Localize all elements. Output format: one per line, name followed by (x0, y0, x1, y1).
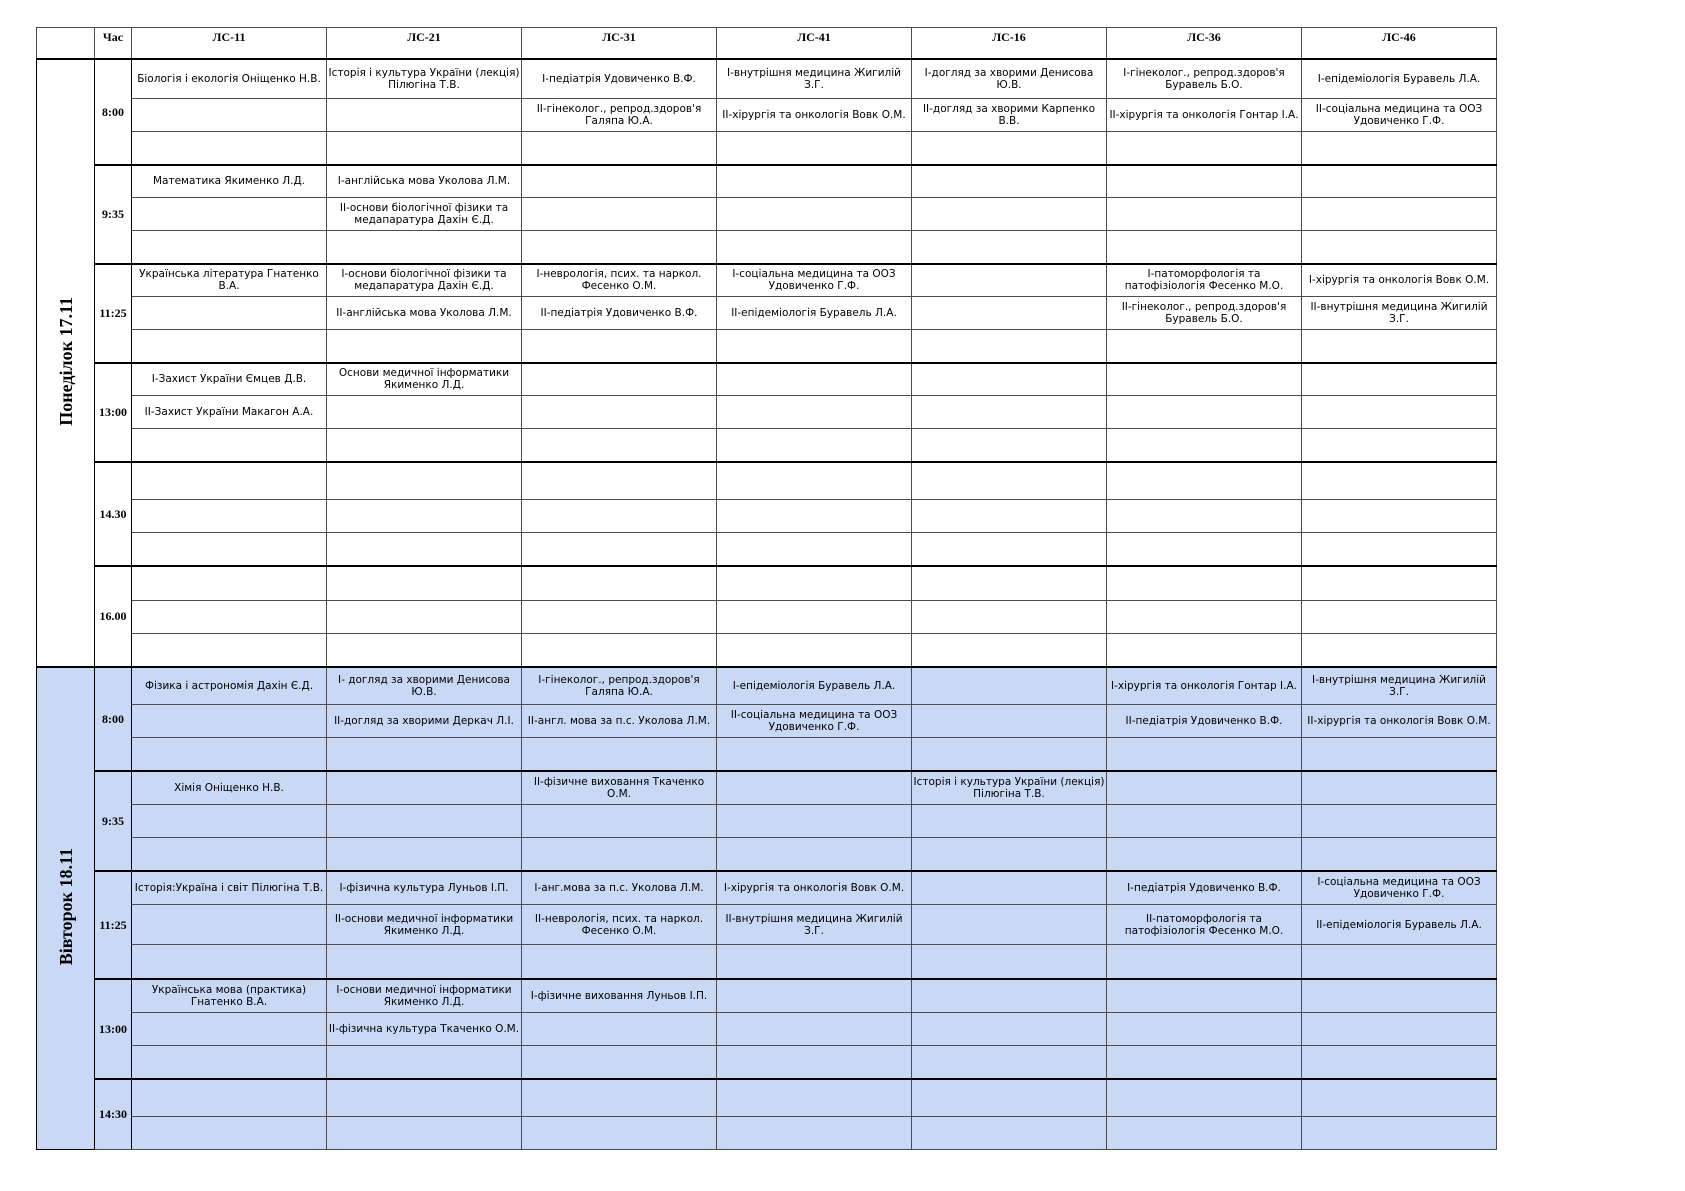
class-cell (522, 1013, 717, 1046)
class-cell (1302, 462, 1497, 500)
class-cell (1302, 363, 1497, 396)
class-cell: I-фізична культура Луньов I.П. (327, 871, 522, 905)
class-cell (327, 1117, 522, 1150)
class-cell (522, 132, 717, 165)
group-header: ЛС-21 (327, 28, 522, 59)
class-cell: II-хірургія та онкологія Вовк О.М. (717, 99, 912, 132)
schedule-row (37, 330, 1497, 363)
class-cell (522, 838, 717, 871)
class-cell: I-епідеміологія Буравель Л.А. (1302, 59, 1497, 99)
class-cell (912, 330, 1107, 363)
class-cell (1107, 634, 1302, 667)
class-cell (132, 905, 327, 945)
class-cell (1107, 1046, 1302, 1079)
class-cell: Історія і культура України (лекція) Пілюгіна Т.В. (912, 771, 1107, 805)
class-cell (1107, 805, 1302, 838)
class-cell (912, 533, 1107, 566)
class-cell (132, 601, 327, 634)
class-cell (717, 198, 912, 231)
class-cell (717, 634, 912, 667)
class-cell (1107, 1117, 1302, 1150)
class-cell (1107, 165, 1302, 198)
schedule-row (37, 945, 1497, 979)
class-cell (132, 533, 327, 566)
class-cell: I-неврологія, псих. та наркол. Фесенко О.М. (522, 264, 717, 297)
class-cell (912, 945, 1107, 979)
header-row (37, 28, 1497, 59)
class-cell: II-основи медичної інформатики Якименко Л.Д. (327, 905, 522, 945)
class-cell (327, 462, 522, 500)
class-cell (912, 264, 1107, 297)
class-cell (522, 1117, 717, 1150)
corner-cell (37, 28, 95, 59)
class-cell (522, 634, 717, 667)
class-cell (1107, 231, 1302, 264)
class-cell: I- догляд за хворими Денисова Ю.В. (327, 667, 522, 705)
class-cell: I-соціальна медицина та ООЗ Удовиченко Г.Ф. (717, 264, 912, 297)
schedule-row (37, 566, 1497, 601)
class-cell: I-педіатрія Удовиченко В.Ф. (522, 59, 717, 99)
class-cell (717, 231, 912, 264)
class-cell (1107, 396, 1302, 429)
class-cell (1302, 945, 1497, 979)
class-cell: II-соціальна медицина та ООЗ Удовиченко Г.Ф. (717, 705, 912, 738)
class-cell: II-епідеміологія Буравель Л.А. (717, 297, 912, 330)
class-cell (717, 533, 912, 566)
class-cell (912, 1079, 1107, 1117)
schedule-row (37, 132, 1497, 165)
schedule-row (37, 771, 1497, 805)
schedule-row (37, 1013, 1497, 1046)
schedule-row (37, 231, 1497, 264)
class-cell (1107, 132, 1302, 165)
class-cell (912, 1013, 1107, 1046)
class-cell (1302, 1117, 1497, 1150)
class-cell (327, 1046, 522, 1079)
schedule-row (37, 979, 1497, 1013)
class-cell (1302, 1013, 1497, 1046)
class-cell (522, 330, 717, 363)
class-cell: II-соціальна медицина та ООЗ Удовиченко Г.Ф. (1302, 99, 1497, 132)
class-cell: I-гінеколог., репрод.здоров'я Буравель Б.О. (1107, 59, 1302, 99)
class-cell: II-хірургія та онкологія Вовк О.М. (1302, 705, 1497, 738)
day-label: Вівторок 18.11 (55, 848, 76, 966)
class-cell (1107, 500, 1302, 533)
class-cell (912, 231, 1107, 264)
time-column-header: Час (95, 28, 132, 59)
class-cell (327, 132, 522, 165)
class-cell: Хімія Оніщенко Н.В. (132, 771, 327, 805)
class-cell (912, 566, 1107, 601)
class-cell (1107, 462, 1302, 500)
class-cell: I-фізичне виховання Луньов I.П. (522, 979, 717, 1013)
class-cell (132, 838, 327, 871)
class-cell: II-внутрішня медицина Жигилій З.Г. (1302, 297, 1497, 330)
class-cell (132, 1079, 327, 1117)
group-header: ЛС-11 (132, 28, 327, 59)
class-cell: II-фізичне виховання Ткаченко О.М. (522, 771, 717, 805)
class-cell: I-соціальна медицина та ООЗ Удовиченко Г.Ф. (1302, 871, 1497, 905)
class-cell (912, 363, 1107, 396)
class-cell (522, 363, 717, 396)
class-cell (717, 601, 912, 634)
class-cell: Фізика і астрономія Дахін Є.Д. (132, 667, 327, 705)
class-cell (327, 945, 522, 979)
class-cell: I-гінеколог., репрод.здоров'я Галяпа Ю.А. (522, 667, 717, 705)
class-cell (1107, 1079, 1302, 1117)
class-cell (1107, 429, 1302, 462)
class-cell (912, 838, 1107, 871)
class-cell: I-епідеміологія Буравель Л.А. (717, 667, 912, 705)
class-cell: Українська література Гнатенко В.А. (132, 264, 327, 297)
class-cell: II-епідеміологія Буравель Л.А. (1302, 905, 1497, 945)
schedule-row (37, 297, 1497, 330)
group-header: ЛС-16 (912, 28, 1107, 59)
schedule-row (37, 905, 1497, 945)
schedule-row (37, 429, 1497, 462)
class-cell (132, 500, 327, 533)
class-cell (717, 462, 912, 500)
class-cell (912, 429, 1107, 462)
class-cell: I-патоморфологія та патофізіологія Фесенко М.О. (1107, 264, 1302, 297)
class-cell: I-основи медичної інформатики Якименко Л.Д. (327, 979, 522, 1013)
schedule-row (37, 165, 1497, 198)
class-cell (132, 566, 327, 601)
schedule-row (37, 705, 1497, 738)
schedule-row (37, 667, 1497, 705)
class-cell (1302, 165, 1497, 198)
schedule-row (37, 1117, 1497, 1150)
class-cell (522, 396, 717, 429)
class-cell (522, 945, 717, 979)
class-cell (132, 634, 327, 667)
class-cell (132, 99, 327, 132)
class-cell (1107, 1013, 1302, 1046)
class-cell (327, 805, 522, 838)
group-header: ЛС-41 (717, 28, 912, 59)
class-cell (132, 805, 327, 838)
class-cell (1107, 979, 1302, 1013)
time-cell: 9:35 (95, 165, 132, 264)
time-cell: 8:00 (95, 59, 132, 165)
class-cell (1302, 634, 1497, 667)
class-cell (522, 805, 717, 838)
class-cell (327, 231, 522, 264)
class-cell (327, 601, 522, 634)
class-cell: I-педіатрія Удовиченко В.Ф. (1107, 871, 1302, 905)
class-cell (327, 838, 522, 871)
class-cell (717, 979, 912, 1013)
class-cell (717, 838, 912, 871)
class-cell (132, 1046, 327, 1079)
class-cell (1107, 533, 1302, 566)
class-cell (717, 1079, 912, 1117)
class-cell (1107, 566, 1302, 601)
schedule-row (37, 1079, 1497, 1117)
class-cell (717, 330, 912, 363)
class-cell: I-англійська мова Уколова Л.М. (327, 165, 522, 198)
class-cell (1302, 533, 1497, 566)
class-cell (1107, 601, 1302, 634)
class-cell (1302, 132, 1497, 165)
class-cell: II-педіатрія Удовиченко В.Ф. (522, 297, 717, 330)
class-cell (327, 500, 522, 533)
class-cell (1107, 945, 1302, 979)
class-cell: II-англ. мова за п.с. Уколова Л.М. (522, 705, 717, 738)
class-cell: Історія і культура України (лекція) Пілюгіна Т.В. (327, 59, 522, 99)
day-cell (37, 667, 95, 1150)
class-cell (717, 396, 912, 429)
group-header: ЛС-31 (522, 28, 717, 59)
class-cell: I-догляд за хворими Денисова Ю.В. (912, 59, 1107, 99)
class-cell (522, 462, 717, 500)
class-cell: II-основи біологічної фізики та медапаратура Дахін Є.Д. (327, 198, 522, 231)
class-cell (717, 363, 912, 396)
time-cell: 9:35 (95, 771, 132, 871)
class-cell (522, 533, 717, 566)
class-cell (1302, 330, 1497, 363)
class-cell: I-внутрішня медицина Жигилій З.Г. (1302, 667, 1497, 705)
class-cell (1302, 979, 1497, 1013)
class-cell (327, 634, 522, 667)
class-cell (327, 771, 522, 805)
class-cell (912, 634, 1107, 667)
class-cell (717, 500, 912, 533)
class-cell (717, 566, 912, 601)
class-cell (912, 601, 1107, 634)
class-cell (717, 771, 912, 805)
class-cell (132, 297, 327, 330)
schedule-row (37, 533, 1497, 566)
class-cell (132, 1117, 327, 1150)
time-cell: 13:00 (95, 363, 132, 462)
time-cell: 11:25 (95, 871, 132, 979)
class-cell: II-Захист України Макагон А.А. (132, 396, 327, 429)
class-cell (912, 705, 1107, 738)
class-cell (1302, 566, 1497, 601)
schedule-row (37, 59, 1497, 99)
class-cell: II-патоморфологія та патофізіологія Фесенко М.О. (1107, 905, 1302, 945)
class-cell (717, 1117, 912, 1150)
class-cell: I-хірургія та онкологія Вовк О.М. (717, 871, 912, 905)
class-cell (912, 500, 1107, 533)
class-cell: II-хірургія та онкологія Гонтар I.А. (1107, 99, 1302, 132)
class-cell (912, 738, 1107, 771)
class-cell (1302, 601, 1497, 634)
class-cell: II-англійська мова Уколова Л.М. (327, 297, 522, 330)
class-cell (1107, 838, 1302, 871)
class-cell (717, 165, 912, 198)
class-cell: I-хірургія та онкологія Вовк О.М. (1302, 264, 1497, 297)
class-cell: Історія:Україна і світ Пілюгіна Т.В. (132, 871, 327, 905)
schedule-row (37, 462, 1497, 500)
class-cell (522, 738, 717, 771)
class-cell: II-гінеколог., репрод.здоров'я Галяпа Ю.А. (522, 99, 717, 132)
time-cell: 16.00 (95, 566, 132, 667)
class-cell: II-догляд за хворими Карпенко В.В. (912, 99, 1107, 132)
class-cell: Основи медичної інформатики Якименко Л.Д. (327, 363, 522, 396)
class-cell (717, 132, 912, 165)
class-cell (717, 429, 912, 462)
class-cell: II-фізична культура Ткаченко О.М. (327, 1013, 522, 1046)
class-cell (132, 429, 327, 462)
class-cell (1302, 429, 1497, 462)
class-cell (717, 738, 912, 771)
class-cell (327, 429, 522, 462)
class-cell (1107, 330, 1302, 363)
day-cell (37, 59, 95, 667)
class-cell: I-анг.мова за п.с. Уколова Л.М. (522, 871, 717, 905)
class-cell (912, 667, 1107, 705)
day-label: Понеділок 17.11 (55, 296, 76, 426)
class-cell (717, 805, 912, 838)
class-cell (132, 945, 327, 979)
class-cell: II-педіатрія Удовиченко В.Ф. (1107, 705, 1302, 738)
class-cell (717, 1013, 912, 1046)
schedule-row (37, 264, 1497, 297)
class-cell (132, 705, 327, 738)
class-cell (1107, 363, 1302, 396)
class-cell: Математика Якименко Л.Д. (132, 165, 327, 198)
class-cell (912, 132, 1107, 165)
class-cell (1302, 198, 1497, 231)
class-cell (1302, 1046, 1497, 1079)
class-cell (327, 330, 522, 363)
time-cell: 13:00 (95, 979, 132, 1079)
class-cell (912, 297, 1107, 330)
class-cell (912, 905, 1107, 945)
class-cell (912, 462, 1107, 500)
class-cell: II-гінеколог., репрод.здоров'я Буравель Б.О. (1107, 297, 1302, 330)
class-cell (1107, 198, 1302, 231)
schedule-row (37, 198, 1497, 231)
class-cell: Українська мова (практика) Гнатенко В.А. (132, 979, 327, 1013)
class-cell: I-внутрішня медицина Жигилій З.Г. (717, 59, 912, 99)
class-cell (912, 165, 1107, 198)
schedule-row (37, 99, 1497, 132)
class-cell (327, 738, 522, 771)
class-cell (1302, 771, 1497, 805)
class-cell (522, 601, 717, 634)
class-cell: II-внутрішня медицина Жигилій З.Г. (717, 905, 912, 945)
schedule-row (37, 738, 1497, 771)
group-header: ЛС-46 (1302, 28, 1497, 59)
schedule-table (36, 27, 1497, 1150)
time-cell: 14:30 (95, 1079, 132, 1150)
class-cell (912, 871, 1107, 905)
schedule-row (37, 500, 1497, 533)
class-cell (132, 330, 327, 363)
class-cell (912, 1046, 1107, 1079)
class-cell (1107, 771, 1302, 805)
schedule-row (37, 838, 1497, 871)
class-cell: I-основи біологічної фізики та медапаратура Дахін Є.Д. (327, 264, 522, 297)
class-cell (717, 945, 912, 979)
schedule-row (37, 601, 1497, 634)
class-cell: II-неврологія, псих. та наркол. Фесенко О.М. (522, 905, 717, 945)
group-header: ЛС-36 (1107, 28, 1302, 59)
schedule-row (37, 1046, 1497, 1079)
class-cell (1107, 738, 1302, 771)
class-cell (1302, 838, 1497, 871)
class-cell (132, 231, 327, 264)
class-cell (1302, 738, 1497, 771)
class-cell (522, 198, 717, 231)
class-cell (132, 198, 327, 231)
class-cell (522, 231, 717, 264)
time-cell: 8:00 (95, 667, 132, 771)
class-cell (1302, 1079, 1497, 1117)
class-cell (912, 1117, 1107, 1150)
schedule-row (37, 871, 1497, 905)
schedule-row (37, 805, 1497, 838)
class-cell (522, 165, 717, 198)
class-cell (132, 132, 327, 165)
schedule-row (37, 363, 1497, 396)
class-cell (1302, 500, 1497, 533)
class-cell (132, 738, 327, 771)
class-cell (522, 429, 717, 462)
class-cell (717, 1046, 912, 1079)
time-cell: 14.30 (95, 462, 132, 566)
class-cell: II-догляд за хворими Деркач Л.I. (327, 705, 522, 738)
schedule-row (37, 396, 1497, 429)
class-cell (327, 533, 522, 566)
class-cell: I-хірургія та онкологія Гонтар I.А. (1107, 667, 1302, 705)
schedule-row (37, 634, 1497, 667)
class-cell (912, 198, 1107, 231)
class-cell (327, 1079, 522, 1117)
class-cell (522, 1046, 717, 1079)
class-cell (522, 500, 717, 533)
class-cell (327, 566, 522, 601)
class-cell (912, 979, 1107, 1013)
class-cell (327, 99, 522, 132)
class-cell (1302, 396, 1497, 429)
class-cell (912, 396, 1107, 429)
class-cell (132, 1013, 327, 1046)
class-cell (912, 805, 1107, 838)
class-cell (522, 1079, 717, 1117)
class-cell (1302, 805, 1497, 838)
class-cell: I-Захист України Ємцев Д.В. (132, 363, 327, 396)
time-cell: 11:25 (95, 264, 132, 363)
class-cell (327, 396, 522, 429)
class-cell (132, 462, 327, 500)
class-cell (522, 566, 717, 601)
class-cell: Біологія і екологія Оніщенко Н.В. (132, 59, 327, 99)
class-cell (1302, 231, 1497, 264)
